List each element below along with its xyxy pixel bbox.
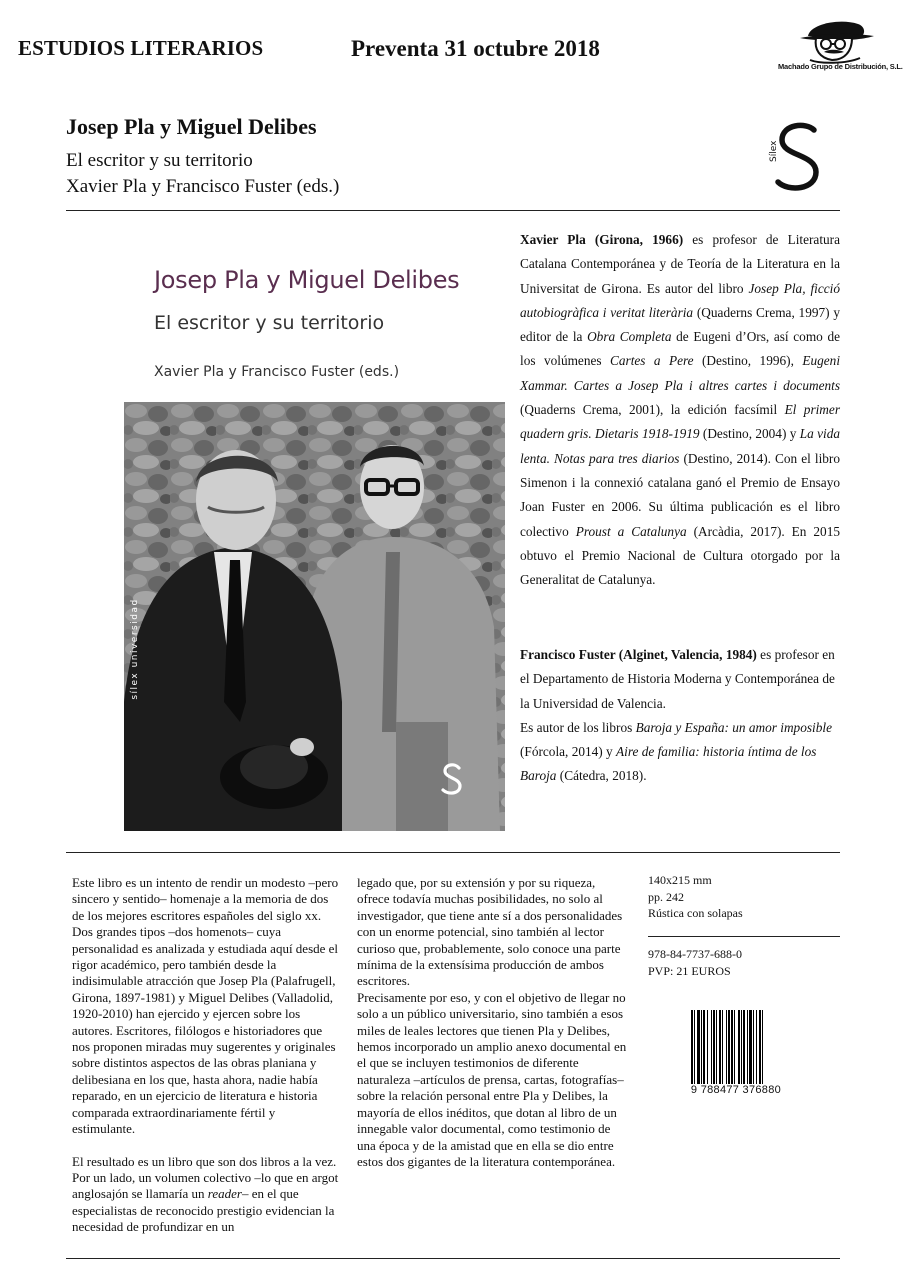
bio-pla-text: (Destino, 1996),: [693, 353, 803, 369]
distributor-name: Machado Grupo de Distribución, S.L.: [778, 62, 903, 71]
bio-pla-work: Proust a Catalunya: [575, 523, 687, 539]
synopsis-text: El resultado es un libro que son dos libros a la vez. Por un lado, un volumen colectivo –lo que en argot anglosajón se llamaría un: [72, 1153, 339, 1202]
bio-pla-text: es profesor de Literatura Catalana Contemporánea y de Teoría de la Literatura en la Universitat de Girona. Es autor del libro: [520, 232, 840, 296]
barcode-bar: [701, 1010, 702, 1084]
spec-isbn: 978-84-7737-688-0: [648, 947, 742, 961]
bio-fuster-text: Es autor de los libros: [520, 719, 636, 735]
bio-pla-text: de Eugeni d’Ors, así como de los volúmenes: [520, 329, 840, 369]
barcode-digits: 9 788477 376880: [690, 1084, 782, 1096]
barcode-bar: [703, 1010, 705, 1084]
barcode-bar: [731, 1010, 733, 1084]
barcode-bar: [726, 1010, 727, 1084]
barcode-bar: [741, 1010, 742, 1084]
bio-pla-text: (Arcàdia, 2017). En 2015 obtuvo el Premio Nacional de Cultura otorgado por la Generalitat de Catalunya.: [520, 523, 841, 588]
barcode-bar: [697, 1010, 700, 1084]
bio-fuster-text: es profesor en el Departamento de Historia Moderna y Contemporánea de la Universidad de Valencia.: [520, 647, 835, 711]
synopsis-column-1: [72, 875, 340, 1236]
bio-fuster-name: Francisco Fuster (Alginet, Valencia, 1984): [520, 647, 757, 662]
book-specs: [648, 872, 743, 922]
spec-price: PVP: 21 EUROS: [648, 963, 731, 978]
divider-bottom: [66, 1258, 840, 1259]
bio-pla-text: (Destino, 2004) y: [699, 426, 800, 442]
cover-s-mark-icon: [440, 762, 464, 796]
barcode-bar: [749, 1010, 752, 1084]
synopsis-term: reader: [207, 1186, 242, 1202]
section-label: ESTUDIOS LITERARIOS: [18, 36, 264, 60]
barcode-bar: [738, 1010, 740, 1084]
divider-middle: [66, 852, 840, 853]
book-title: Josep Pla y Miguel Delibes: [66, 114, 317, 139]
barcode-bar: [713, 1010, 715, 1084]
bio-fuster-text: (Fórcola, 2014) y: [520, 744, 617, 760]
synopsis-paragraph: Este libro es un intento de rendir un modesto –pero sincero y sentido– homenaje a la memoria de dos de los mejores escritores españoles del siglo xx. Dos grandes tipos –dos homenots– cuya personalidad es analizada y estudiada aquí desde el rigor académico, pero también desde la indisimulable atracción que Josep Pla (Palafrugell, Girona, 1897-1981) y Miguel Delibes (Valladolid, 1920-2010) han ejercido y ejercen sobre los autores. Escritores, filólogos e historiadores que nos proponen miradas muy sugerentes y originales sobre distintos aspectos de las obras planiana y delibesiana en los que, hasta ahora, nadie había reparado, en un ejercicio de literatura e historia comparada extraordinariamente fértil y estimulante.: [72, 875, 339, 1137]
bio-pla-work: Eugeni Xammar. Cartes a Josep Pla i altres cartes i documents: [520, 353, 841, 393]
bio-pla-work: Josep Pla, ficció autobiogràfica i veritat literària: [520, 280, 840, 320]
spec-size: 140x215 mm: [648, 873, 712, 887]
book-editors: Xavier Pla y Francisco Fuster (eds.): [66, 176, 340, 197]
spec-pages: pp. 242: [648, 889, 684, 904]
synopsis-paragraph: legado que, por su extensión y por su riqueza, ofrece todavía muchas posibilidades, no solo al investigador, que tiene ante sí a dos personalidades con un enorme potencial, sino también al lector curioso que, probablemente, solo conoce una parte mínima de la extensísima producción de ambos escritores.: [357, 875, 623, 989]
barcode-bar: [728, 1010, 730, 1084]
bio-pla-name: Xavier Pla (Girona, 1966): [520, 232, 684, 247]
book-commercial: [648, 946, 742, 979]
bio-pla-work: El primer quadern gris. Dietaris 1918-1919: [520, 402, 840, 442]
spec-binding: Rústica con solapas: [648, 906, 743, 920]
silex-logo-icon: [760, 120, 830, 196]
cover-editors: Xavier Pla y Francisco Fuster (eds.): [154, 364, 400, 380]
synopsis-paragraph: Precisamente por eso, y con el objetivo de llegar no solo a un público universitario, sino también a esos miles de leales lectores que tienen Pla y Delibes, hemos incorporado un amplio anexo documental en el que se incluyen testimonios de diferente naturaleza –artículos de prensa, cartas, fotografías– sobre la relación personal entre Pla y Delibes, la mayoría de ellos inéditos, que dotan al libro de un innegable valor documental, como testimonio de una época y de la amistad que en ella se dio entre estos dos gigantes de la literatura contemporánea.: [357, 989, 627, 1169]
synopsis-column-2: [357, 875, 627, 1170]
barcode-bar: [694, 1010, 695, 1084]
bio-pla-work: Cartes a Pere: [610, 353, 694, 369]
synopsis-paragraph: [72, 1154, 340, 1236]
presale-date: Preventa 31 octubre 2018: [351, 36, 600, 61]
divider-top: [66, 210, 840, 211]
bio-pla-text: (Destino, 2014). Con el libro Simenon i la connexió catalana ganó el Premio de Ensayo Joan Fuster en 2006. Su última publicación es el libro colectivo: [520, 450, 840, 539]
bio-fuster-text: (Cátedra, 2018).: [556, 768, 647, 784]
barcode-bar: [762, 1010, 763, 1084]
bio-pla-text: (Quaderns Crema, 1997) y editor de la: [520, 304, 840, 345]
cover-title: Josep Pla y Miguel Delibes: [154, 266, 460, 294]
barcode-bar: [734, 1010, 735, 1084]
barcode-bar: [743, 1010, 745, 1084]
bio-francisco-fuster: [520, 643, 840, 789]
barcode-bar: [711, 1010, 712, 1084]
barcode-bar: [747, 1010, 748, 1084]
barcode-bar: [707, 1010, 708, 1084]
barcode-bar: [759, 1010, 761, 1084]
bio-fuster-work: Aire de familia: historia íntima de los Baroja: [520, 744, 817, 784]
barcode-bar: [716, 1010, 717, 1084]
cover-collection-spine: [126, 589, 144, 709]
bio-pla-work: La vida lenta. Notas para tres diarios: [520, 426, 840, 466]
bio-fuster-work: Baroja y España: un amor imposible: [635, 719, 832, 735]
barcode-bar: [719, 1010, 721, 1084]
bio-xavier-pla: [520, 228, 840, 592]
synopsis-text: – en el que especialistas de reconocido prestigio evidencian la necesidad de profundizar en un: [72, 1186, 335, 1235]
specs-divider: [648, 936, 840, 937]
barcode-bar: [722, 1010, 723, 1084]
book-cover: [124, 244, 505, 831]
book-subtitle: El escritor y su territorio: [66, 150, 253, 171]
bio-pla-work: Obra Completa: [587, 329, 672, 345]
barcode-bar: [691, 1010, 693, 1084]
silex-logo-text: Sílex: [769, 140, 779, 162]
cover-collection-label: sílex universidad: [130, 598, 140, 700]
barcode-bar: [756, 1010, 757, 1084]
cover-subtitle: El escritor y su territorio: [154, 312, 385, 334]
barcode-bar: [753, 1010, 754, 1084]
bio-pla-text: (Quaderns Crema, 2001), la edición facsímil: [520, 402, 785, 418]
